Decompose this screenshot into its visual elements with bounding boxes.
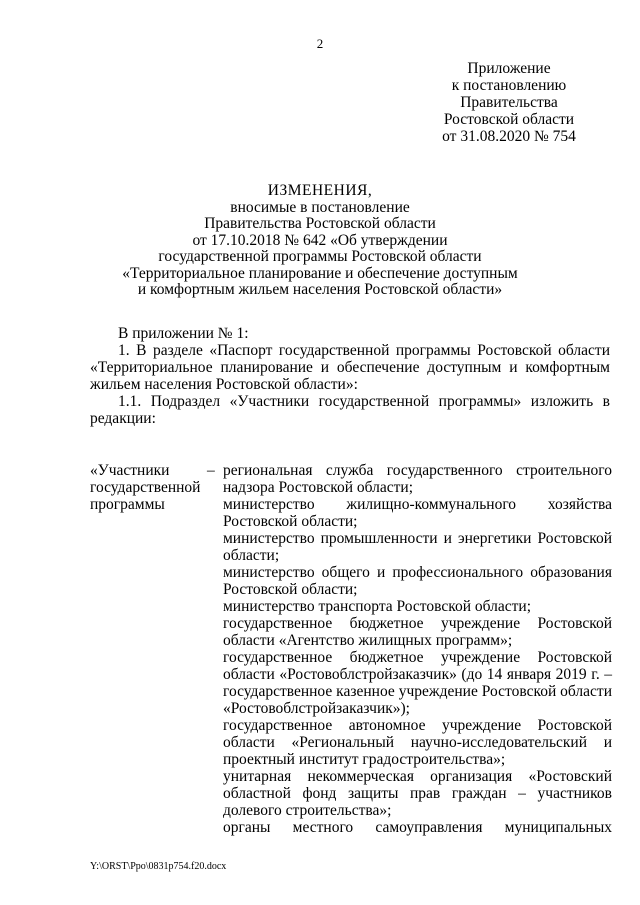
paragraph-subsection-1-1: 1.1. Подраздел «Участники государственной программы» изложить в редакции: [90,393,610,427]
title-line: Правительства Ростовской области [204,215,436,232]
paragraph-section-1: 1. В разделе «Паспорт государственной программы Ростовской области «Территориальное планирование и обеспечение доступным и комфортным жильем населения Ростовской области»: [90,342,610,393]
title-line: вносимые в постановление [230,198,410,216]
appendix-line: Правительства [460,94,558,111]
appendix-reference [420,60,598,145]
paragraph-intro: В приложении № 1: [118,325,249,342]
appendix-line: Ростовской области [443,111,575,128]
body-text [90,325,610,427]
title-line: государственной программы Ростовской области [158,248,482,265]
label-dash: – [207,462,215,479]
title-heading: ИЗМЕНЕНИЯ, [267,182,373,199]
participant-item: министерство промышленности и энергетики Ростовской области; [223,530,612,564]
participants-label: «Участники государственной программы [90,462,201,513]
document-title [100,183,540,299]
appendix-line: к постановлению [451,77,567,94]
participants-list [223,462,612,836]
participant-item: министерство общего и профессионального образования Ростовской области; [223,564,612,598]
appendix-line: от 31.08.2020 № 754 [442,128,576,145]
participant-item: государственное бюджетное учреждение Ростовской области «Агентство жилищных программ»; [223,615,612,649]
participant-item: государственное бюджетное учреждение Ростовской области «Ростовоблстройзаказчик» (до 14 января 2019 г. – государственное казенное учреждение Ростовской области «Ростовоблстройзаказчик»); [223,649,612,717]
title-line: «Территориальное планирование и обеспечение доступным [122,264,518,282]
title-line: от 17.10.2018 № 642 «Об утверждении [192,231,448,249]
title-line: и комфортным жильем населения Ростовской области» [137,281,503,298]
participant-item: государственное автономное учреждение Ростовской области «Региональный научно-исследовательский и проектный институт градостроительства»; [223,717,612,768]
participant-item: унитарная некоммерческая организация «Ростовский областной фонд защиты прав граждан – участников долевого строительства»; [223,768,612,819]
page-number: 2 [316,36,324,51]
participant-item: министерство транспорта Ростовской области; [223,598,532,615]
participant-item: региональная служба государственного строительного надзора Ростовской области; [223,462,612,496]
participant-item: органы местного самоуправления муниципальных [223,819,612,836]
participant-item: министерство жилищно-коммунального хозяйства Ростовской области; [223,496,612,530]
appendix-line: Приложение [467,60,551,77]
file-path-footer: Y:\ORST\Ppo\0831p754.f20.docx [90,861,227,872]
